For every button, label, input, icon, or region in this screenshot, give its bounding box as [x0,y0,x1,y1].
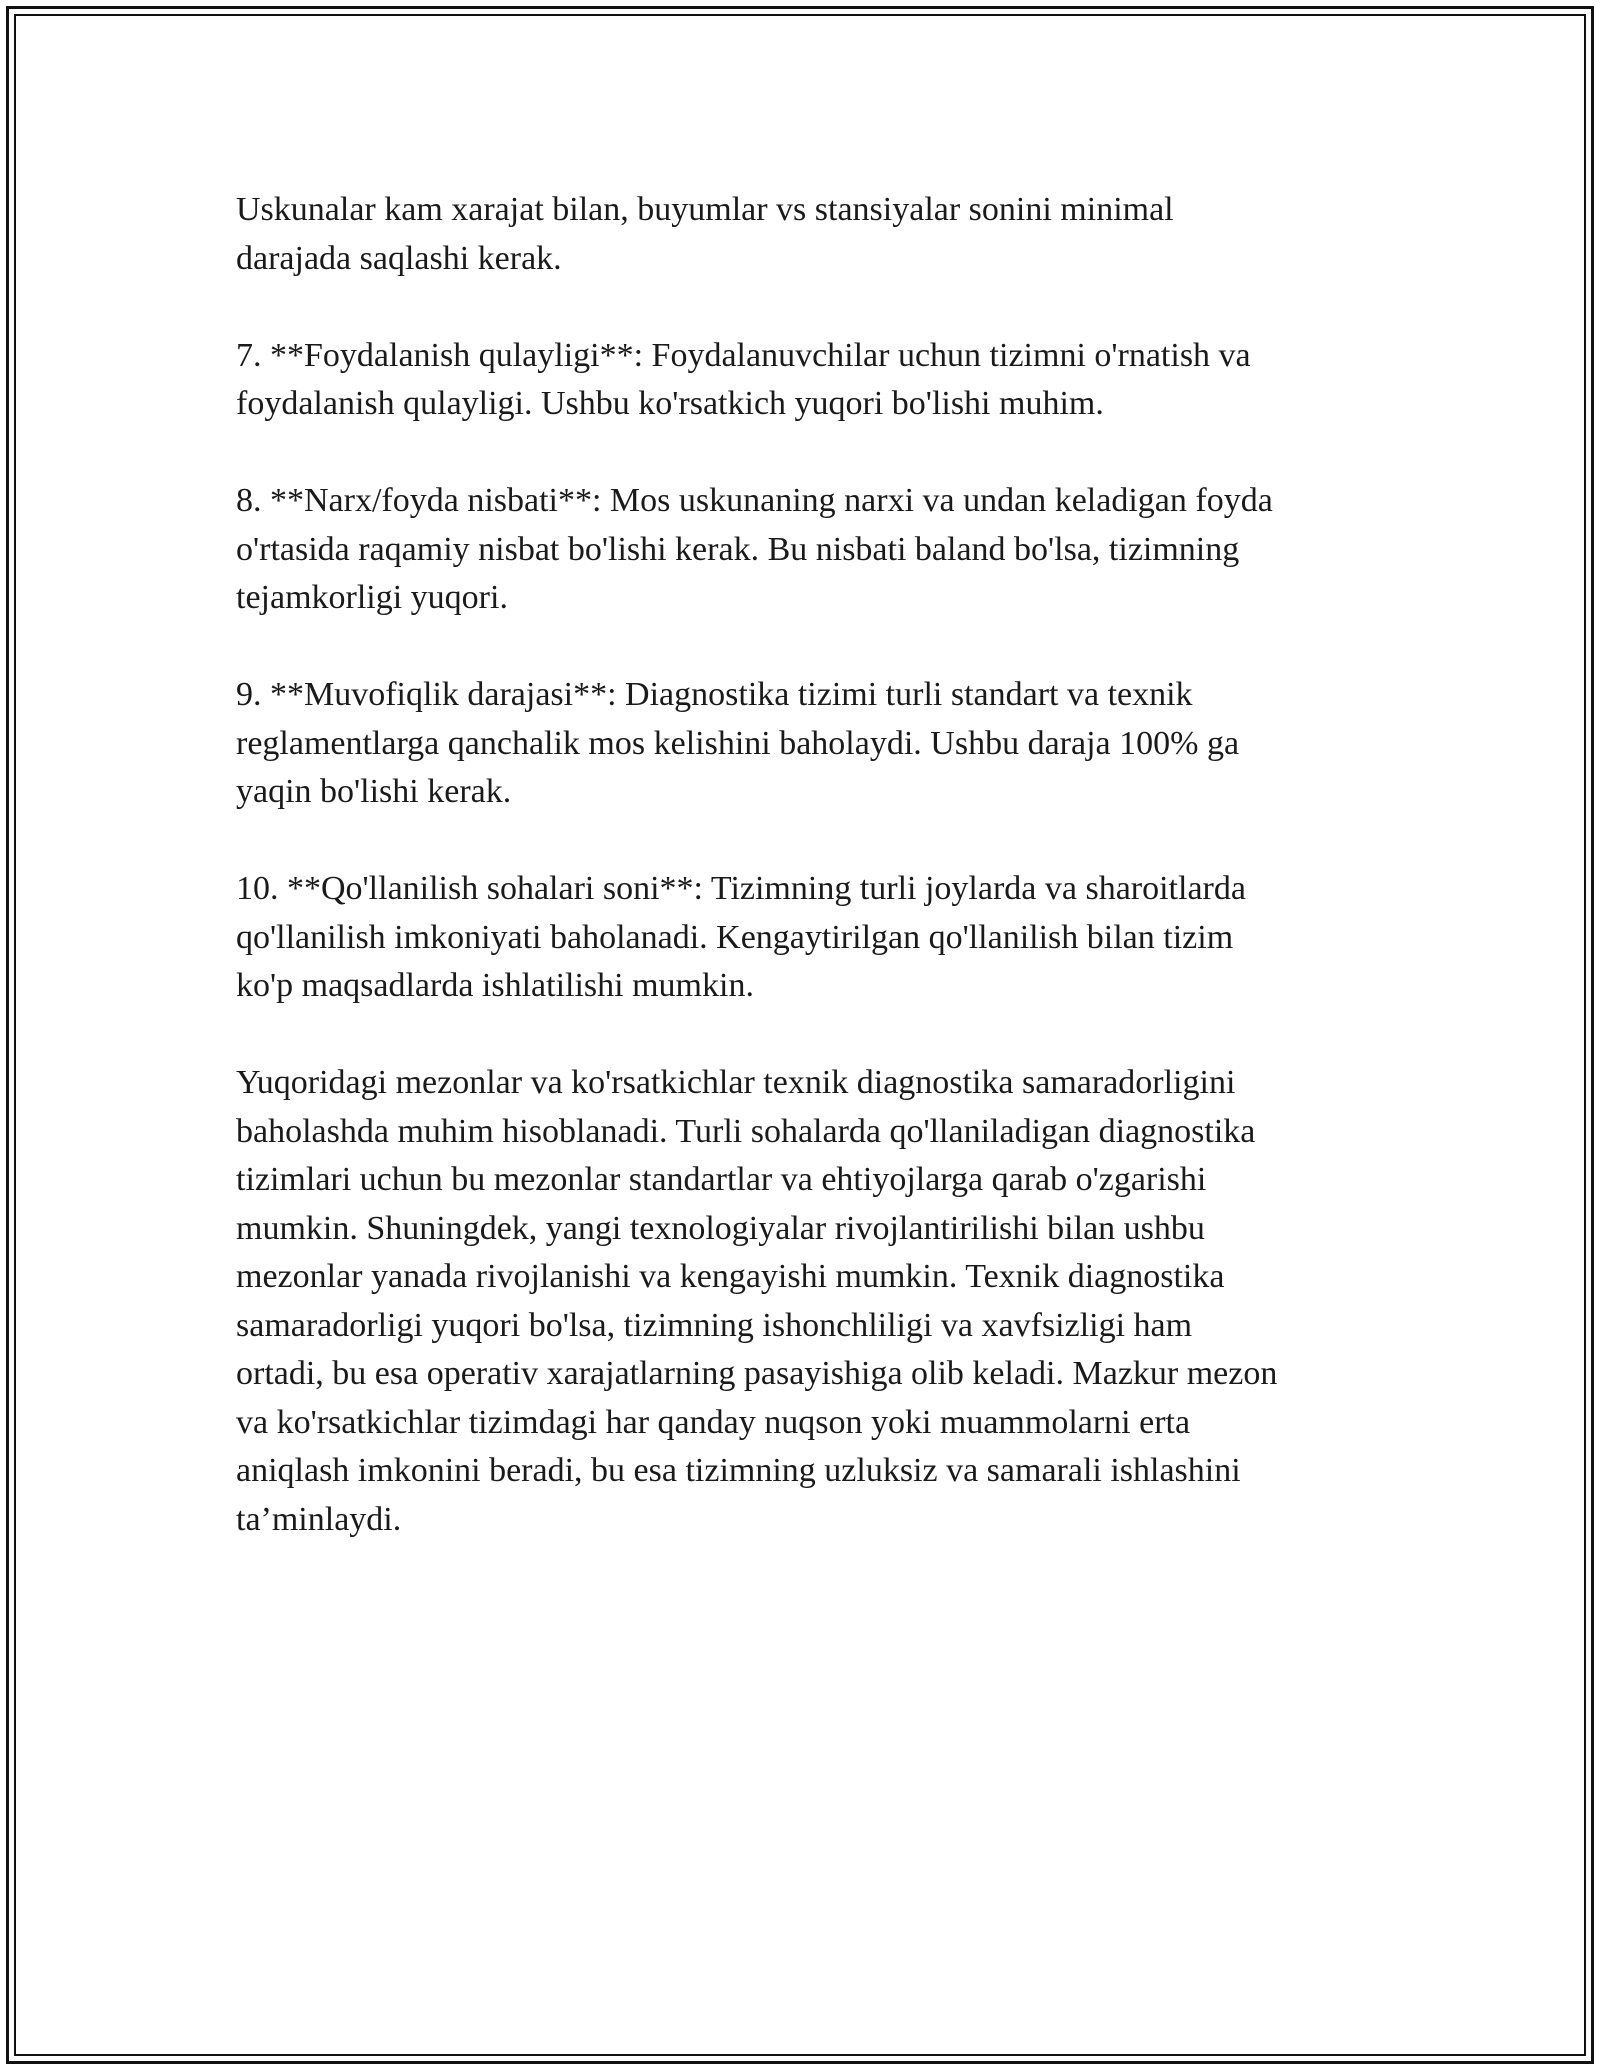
paragraph-application-areas: 10. **Qo'llanilish sohalari soni**: Tizimning turli joylarda va sharoitlarda qo'llanilish imkoniyati baholanadi. Kengaytirilgan qo'llanilish bilan tizim ko'p maqsadlarda ishlatilishi mumkin. [236,870,1246,1004]
paragraph-equipment-cost: Uskunalar kam xarajat bilan, buyumlar vs stansiyalar sonini minimal darajada saqlashi kerak. [236,191,1174,277]
paragraph-price-benefit-ratio: 8. **Narx/foyda nisbati**: Mos uskunaning narxi va undan keladigan foyda o'rtasida raqamiy nisbat bo'lishi kerak. Bu nisbati baland bo'lsa, tizimning tejamkorligi yuqori. [236,482,1273,616]
paragraph-usability: 7. **Foydalanish qulayligi**: Foydalanuvchilar uchun tizimni o'rnatish va foydalanish qulayligi. Ushbu ko'rsatkich yuqori bo'lishi muhim. [236,336,1251,422]
paragraph-conclusion: Yuqoridagi mezonlar va ko'rsatkichlar texnik diagnostika samaradorligini baholashda muhim hisoblanadi. Turli sohalarda qo'llaniladigan diagnostika tizimlari uchun bu mezonlar standartlar va ehtiyojlarga qarab o'zgarishi mumkin. Shuningdek, yangi texnologiyalar rivojlantirilishi bilan ushbu mezonlar yanada rivojlanishi va kengayishi mumkin. Texnik diagnostika samaradorligi yuqori bo'lsa, tizimning ishonchliligi va xavfsizligi ham ortadi, bu esa operativ xarajatlarning pasayishiga olib keladi. Mazkur mezon va ko'rsatkichlar tizimdagi har qanday nuqson yoki muammolarni erta aniqlash imkonini beradi, bu esa tizimning uzluksiz va samarali ishlashini ta’minlaydi. [236,1064,1278,1538]
document-body [236,186,1366,1593]
paragraph-compliance-level: 9. **Muvofiqlik darajasi**: Diagnostika tizimi turli standart va texnik reglamentlarga qanchalik mos kelishini baholaydi. Ushbu daraja 100% ga yaqin bo'lishi kerak. [236,676,1240,810]
